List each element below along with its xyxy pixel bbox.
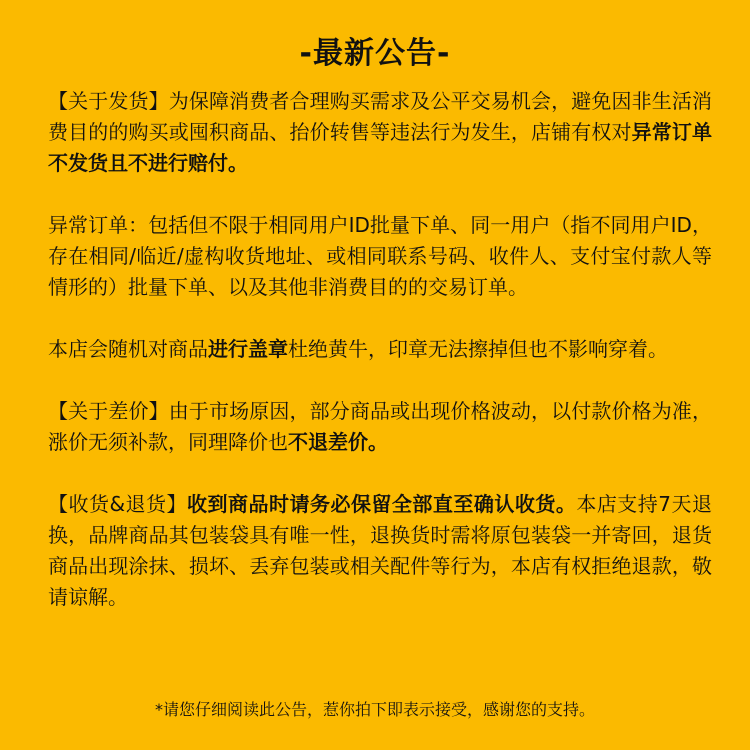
returns-heading: 【收货&退货】 [48,492,188,516]
stamp-text-suffix: 杜绝黄牛，印章无法擦掉但也不影响穿着。 [288,337,668,361]
notice-title: -最新公告- [299,36,451,71]
price-difference-paragraph [48,396,712,458]
abnormal-order-paragraph [48,210,712,303]
abnormal-order-text: 异常订单：包括但不限于相同用户ID批量下单、同一用户（指不同用户ID，存在相同/临近/虚构收货地址、或相同联系号码、收件人、支付宝付款人等情形的）批量下单、以及其他非消费目的的交易订单。 [48,213,712,299]
shipping-text: 【关于发货】为保障消费者合理购买需求及公平交易机会，避免因非生活消费目的的购买或囤积商品、抬价转售等违法行为发生，店铺有权对 [48,89,712,144]
stamp-text-prefix: 本店会随机对商品 [48,337,208,361]
price-difference-bold-text: 不退差价。 [288,430,388,454]
notice-content [48,86,712,644]
shipping-bold-text: 异常订单不发货且不进行赔付。 [48,120,712,175]
price-difference-text: 【关于差价】由于市场原因，部分商品或出现价格波动，以付款价格为准，涨价无须补款，同理降价也 [48,399,712,454]
returns-bold-text: 收到商品时请务必保留全部直至确认收货。 [187,492,577,516]
stamp-paragraph [48,334,712,365]
shipping-paragraph [48,86,712,179]
stamp-bold-text: 进行盖章 [208,337,288,361]
footer-note: *请您仔细阅读此公告，惹你拍下即表示接受，感谢您的支持。 [154,700,595,719]
returns-paragraph [48,489,712,613]
returns-text: 本店支持7天退换，品牌商品其包装袋具有唯一性，退换货时需将原包装袋一并寄回，退货商品出现涂抹、损坏、丢弃包装或相关配件等行为，本店有权拒绝退款，敬请谅解。 [48,492,712,609]
